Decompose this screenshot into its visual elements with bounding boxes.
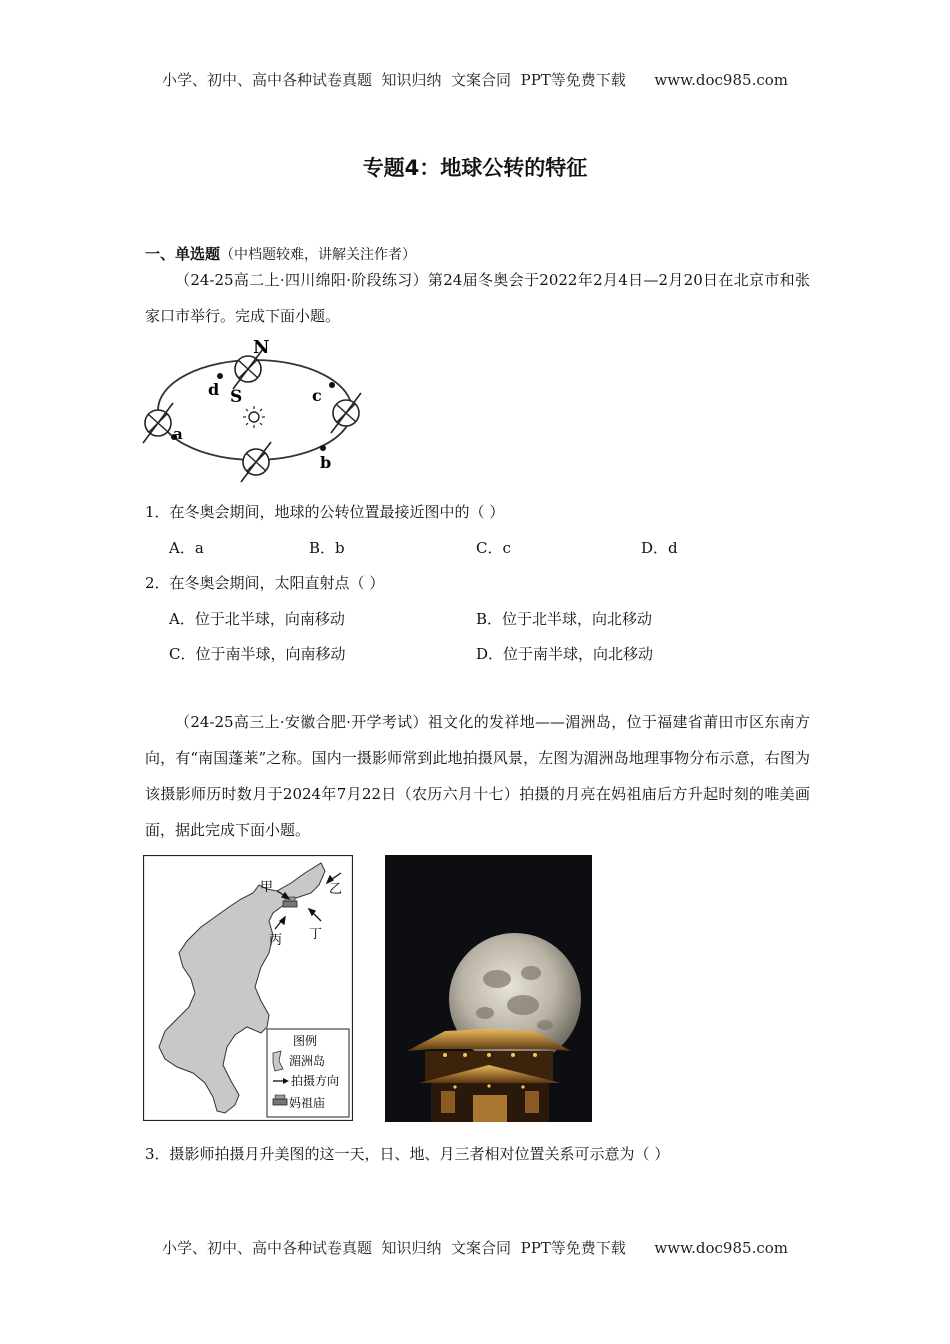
q2-option-c: C．位于南半球，向南移动: [169, 645, 346, 663]
legend-island: 湄洲岛: [289, 1054, 326, 1068]
orbit-diagram: [140, 335, 370, 485]
temple-icon: [283, 901, 297, 907]
legend-direction: 拍摄方向: [291, 1074, 340, 1088]
section-note: （中档题较难，讲解关注作者）: [220, 247, 417, 263]
page-title: 专题4：地球公转的特征: [362, 156, 588, 180]
point-b: [320, 445, 326, 451]
q2-option-b: B．位于北半球，向北移动: [476, 610, 653, 628]
q2-option-d: D．位于南半球，向北移动: [476, 645, 654, 663]
sun-icon: [243, 406, 265, 428]
point-c: [329, 382, 335, 388]
label-N: N: [253, 337, 270, 358]
label-a: a: [173, 425, 183, 443]
meizhou-island-map: [143, 855, 353, 1121]
moonrise-photo: [385, 855, 592, 1122]
section-heading: [145, 243, 416, 264]
q1-option-a: A．a: [169, 539, 204, 557]
label-jia: 甲: [260, 880, 274, 895]
label-c: c: [312, 386, 322, 405]
intro-paragraph-1: （24-25高二上·四川绵阳·阶段练习）第24届冬奥会于2022年2月4日—2月20日在北京市和张家口市举行。完成下面小题。: [145, 271, 810, 325]
label-d: d: [208, 380, 220, 399]
question-2-stem: 2．在冬奥会期间，太阳直射点（ ）: [145, 574, 385, 592]
point-d: [217, 373, 223, 379]
label-ding: 丁: [309, 927, 323, 942]
section-title: 一、单选题: [145, 245, 221, 263]
question-1-stem: 1．在冬奥会期间，地球的公转位置最接近图中的（ ）: [145, 503, 505, 521]
temple-silhouette: [407, 1029, 571, 1122]
q2-option-a: A．位于北半球，向南移动: [169, 610, 345, 628]
legend-temple-icon: [273, 1099, 287, 1105]
label-b: b: [320, 453, 332, 472]
legend-temple: 妈祖庙: [289, 1096, 326, 1110]
question-3-stem: 3．摄影师拍摄月升美图的这一天，日、地、月三者相对位置关系可示意为（ ）: [145, 1145, 670, 1163]
q1-option-c: C．c: [476, 539, 511, 557]
q1-option-b: B．b: [309, 539, 345, 557]
earth-bottom: [241, 442, 271, 482]
page-header: 小学、初中、高中各种试卷真题 知识归纳 文案合同 PPT等免费下载 www.doc985.com: [161, 71, 788, 89]
legend-title: 图例: [293, 1034, 318, 1048]
label-bing: 丙: [269, 933, 283, 948]
q1-option-d: D．d: [641, 539, 678, 557]
label-yi: 乙: [329, 882, 343, 897]
page-footer: 小学、初中、高中各种试卷真题 知识归纳 文案合同 PPT等免费下载 www.doc985.com: [161, 1239, 788, 1257]
intro-paragraph-2: （24-25高三上·安徽合肥·开学考试）祖文化的发祥地——湄洲岛，位于福建省莆田市区东南方向，有“南国蓬莱”之称。国内一摄影师常到此地拍摄风景，左图为湄洲岛地理事物分布示意，右图为该摄影师历时数月于2024年7月22日（农历六月十七）拍摄的月亮在妈祖庙后方升起时刻的唯美画面，据此完成下面小题。: [145, 713, 810, 839]
label-S: S: [230, 387, 243, 407]
